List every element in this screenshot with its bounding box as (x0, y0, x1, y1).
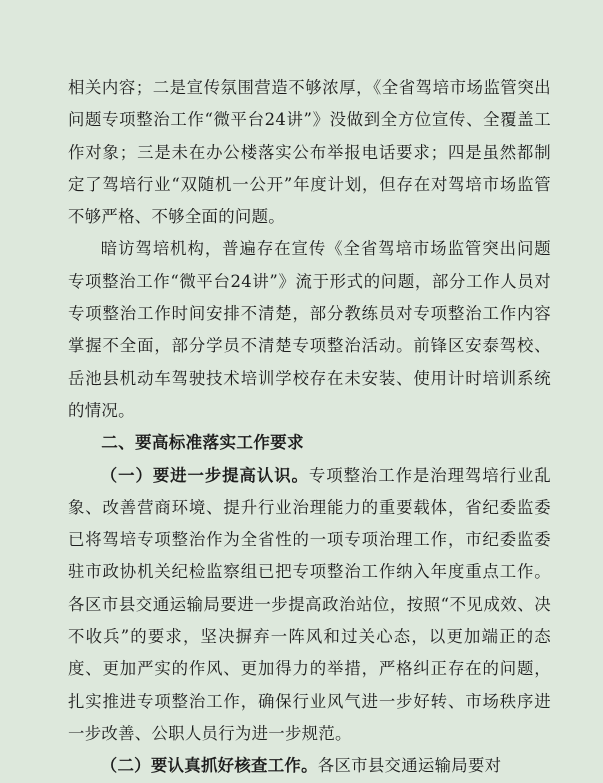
paragraph-verification-work (68, 750, 551, 782)
sub-heading-raise-awareness: （一）要进一步提高认识。 (100, 465, 309, 485)
paragraph-raise-awareness (68, 460, 551, 751)
paragraph-raise-awareness-body: 专项整治工作是治理驾培行业乱象、改善营商环境、提升行业治理能力的重要载体，省纪委监委已将驾培专项整治作为全省性的一项专项治理工作，市纪委监委驻市政协机关纪检监察组已把专项整治工作纳入年度重点工作。各区市县交通运输局要进一步提高政治站位，按照“不见成效、决不收兵”的要求，坚决摒弃一阵风和过关心态，以更加端正的态度、更加严实的作风、更加得力的举措，严格纠正存在的问题，扎实推进专项整治工作，确保行业风气进一步好转、市场秩序进一步改善、公职人员行为进一步规范。 (68, 465, 552, 743)
paragraph-issues-continued: 相关内容；二是宣传氛围营造不够浓厚，《全省驾培市场监管突出问题专项整治工作“微平台24讲”》没做到全方位宣传、全覆盖工作对象；三是未在办公楼落实公布举报电话要求；四是虽然都制定了驾培行业“双随机一公开”年度计划，但存在对驾培市场监管不够严格、不够全面的问题。 (68, 78, 551, 227)
sub-heading-verification-work: （二）要认真抓好核查工作。 (100, 756, 318, 776)
paragraph-verification-work-body: 各区市县交通运输局要对 (317, 756, 502, 776)
paragraph-inspection-findings: 暗访驾培机构，普遍存在宣传《全省驾培市场监管突出问题专项整治工作“微平台24讲”》流于形式的问题，部分工作人员对专项整治工作时间安排不清楚，部分教练员对专项整治工作内容掌握不全面，部分学员不清楚专项整治活动。前锋区安泰驾校、岳池县机动车驾驶技术培训学校存在未安装、使用计时培训系统的情况。 (68, 239, 551, 420)
section-heading-2: 二、要高标准落实工作要求 (101, 433, 304, 453)
